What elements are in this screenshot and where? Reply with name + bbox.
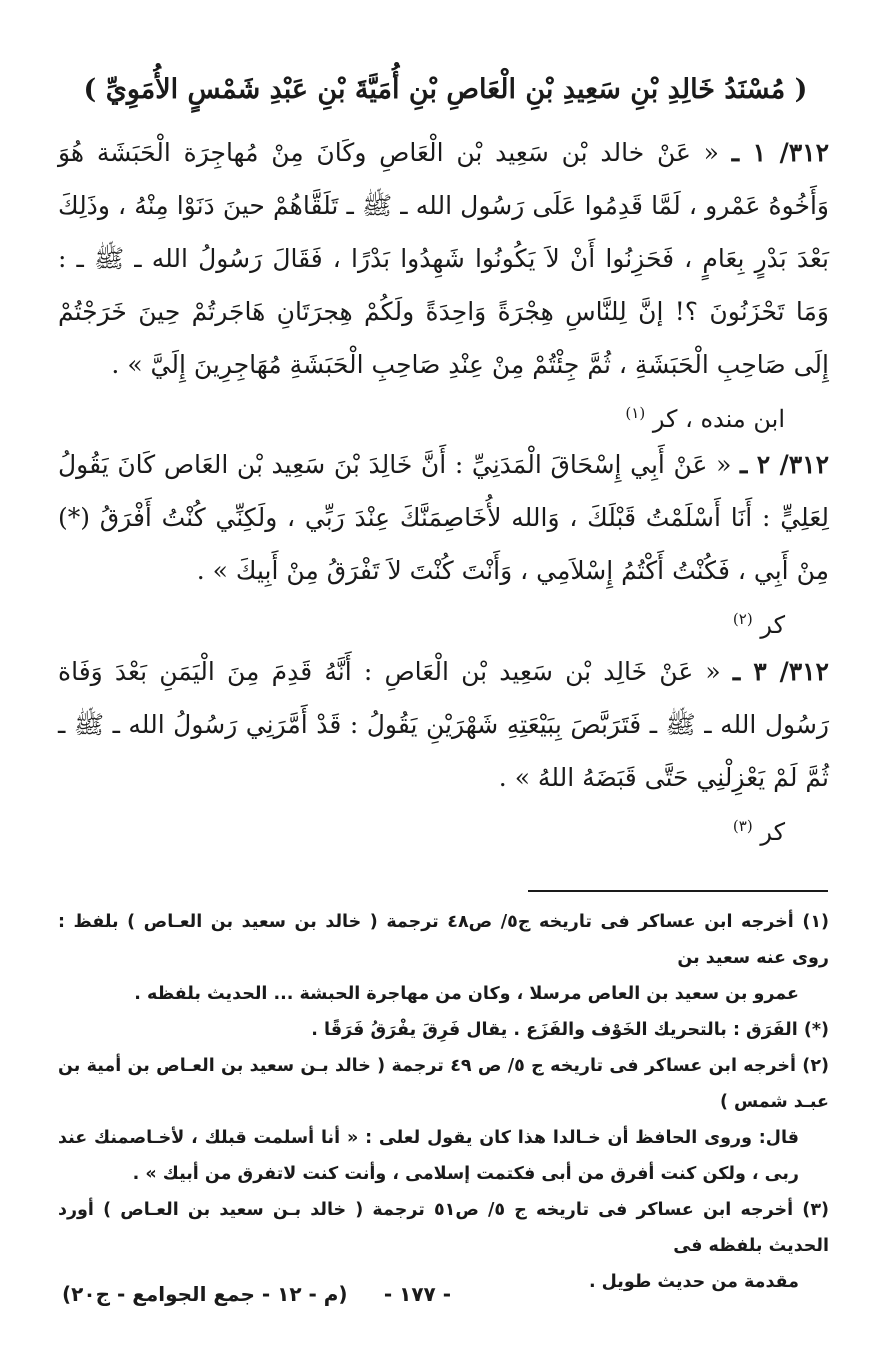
footnote-2-first-line: (٢) أخرجه ابن عساكر فى تاريخه ج ٥/ ص ٤٩ ترجمة ( خالد بـن سعيد بن العـاص بن أمية بن عبـد شمس ) — [58, 1056, 829, 1112]
hadith-1-body: « عَنْ خالد بْن سَعِيد بْن الْعَاصِ وكَانَ مِنْ مُهاجِرَة الْحَبَشَة هُوَ وَأَخُوهُ عَمْرو ، لَمَّا قَدِمُوا عَلَى رَسُول الله ـ ﷺ ـ تَلَقَّاهُمْ حينَ دَنَوْا مِنْهُ ، وذَلِكَ بَعْدَ بَدْرٍ بِعَامٍ ، فَحَزِنُوا أَنْ لاَ يَكُونُوا شَهِدُوا بَدْرًا ، فَقَالَ رَسُولُ الله ـ ﷺ ـ : وَمَا تَحْزَنُونَ ؟! إنَّ لِلنَّاسِ هِجْرَةً وَاحِدَةً ولَكُمْ هِجرَتَانِ هَاجَرتُمْ حِينَ خَرَجْتُمْ إِلَى صَاحِبِ الْحَبَشَةِ ، ثُمَّ جِئْتُمْ مِنْ عِنْدِ صَاحِبِ الْحَبَشَةِ مُهَاجِرِينَ إِلَيَّ » . — [58, 138, 829, 379]
hadith-2-source-text: كر — [760, 611, 785, 639]
footnote-3-first-line: (٣) أخرجه ابن عساكر فى تاريخه ج ٥/ ص٥١ ترجمة ( خالد بـن سعيد بن العـاص ) أورد الحديث بلفظه فى — [58, 1200, 829, 1256]
hadith-1-number: ٣١٢/ ١ ـ — [731, 138, 830, 167]
hadith-1-text — [58, 126, 829, 391]
footnote-separator — [528, 890, 828, 892]
hadith-2 — [58, 438, 829, 645]
hadith-2-text — [58, 438, 829, 597]
footnote-star — [58, 1012, 829, 1048]
volume-reference: (م - ١٢ - جمع الجوامع - ج٢٠) — [62, 1282, 348, 1306]
hadith-1 — [58, 126, 829, 439]
hadith-2-footnote-ref[interactable]: (٢) — [732, 610, 753, 628]
footnote-3-continuation: مقدمة من حديث طويل . — [588, 1272, 799, 1292]
footnote-2-continuation: قال: وروى الحافظ أن خـالدا هذا كان يقول لعلى : « أنا أسلمت قبلك ، لأخـاصمنك عند ربى ، ولكن كنت أفرق من أبى فكتمت إسلامى ، وأنت كنت لاتفرق من أبيك » . — [58, 1128, 799, 1184]
hadith-3-body: « عَنْ خَالِد بْن سَعِيد بْن الْعَاصِ : أَنَّهُ قَدِمَ مِنَ الْيَمَنِ بَعْدَ وَفَاة رَسُول الله ـ ﷺ ـ فَتَرَبَّصَ بِبَيْعَتِهِ شَهْرَيْنِ يَقُولُ : قَدْ أَمَّرَنِي رَسُولُ الله ـ ﷺ ـ ثُمَّ لَمْ يَعْزِلْنِي حَتَّى قَبَضَهُ اللهُ » . — [58, 657, 829, 792]
hadith-3 — [58, 645, 829, 852]
hadith-3-source — [58, 806, 785, 852]
page-footer — [62, 1282, 829, 1322]
hadith-3-footnote-ref[interactable]: (٣) — [732, 817, 753, 835]
hadith-3-number: ٣١٢/ ٣ ـ — [732, 657, 829, 686]
footnote-1-continuation: عمرو بن سعيد بن العاص مرسلا ، وكان من مهاجرة الحبشة ... الحديث بلفظه . — [134, 984, 799, 1004]
hadith-2-source — [58, 599, 785, 645]
chapter-title: ( مُسْنَدُ خَالِدِ بْنِ سَعِيدِ بْنِ الْعَاصِ بْنِ أُمَيَّةَ بْنِ عَبْدِ شَمْسٍ الأُمَوِيِّ ) — [83, 74, 808, 105]
hadith-1-source-text: ابن منده ، كر — [652, 405, 785, 433]
hadith-3-source-text: كر — [760, 818, 785, 846]
footnote-star-text: (*) الفَرَق : بالتحريك الخَوْف والفَزَع . يقال فَرِقَ يفْرَقُ فَرَقًا . — [311, 1020, 829, 1040]
footnote-1-first-line: (١) أخرجه ابن عساكر فى تاريخه ج٥/ ص٤٨ ترجمة ( خالد بن سعيد بن العـاص ) بلفظ : روى عنه سعيد بن — [58, 912, 830, 968]
hadith-1-source — [58, 393, 785, 439]
hadith-1-footnote-ref[interactable]: (١) — [625, 404, 646, 422]
hadith-2-body: « عَنْ أَبِي إِسْحَاقَ الْمَدَنِيِّ : أَنَّ خَالِدَ بْنَ سَعِيد بْن العَاص كَانَ يَقُولُ لِعَلِيٍّ : أَنَا أَسْلَمْتُ قَبْلَكَ ، وَالله لأُخَاصِمَنَّكَ عِنْدَ رَبِّي ، ولَكِنِّي كُنْتُ أَفْرَقُ (*) مِنْ أَبِي ، فَكُنْتُ أَكْتُمُ إِسْلاَمِي ، وَأَنْتَ كُنْتَ لاَ تَفْرَقُ مِنْ أَبِيكَ » . — [58, 450, 829, 585]
footnote-2 — [58, 1048, 829, 1192]
footnotes — [58, 904, 829, 1300]
footnote-1 — [58, 904, 829, 1012]
hadith-2-number: ٣١٢/ ٢ ـ — [740, 450, 830, 479]
hadith-3-text — [58, 645, 829, 804]
page-number: - ١٧٧ - — [383, 1282, 451, 1306]
